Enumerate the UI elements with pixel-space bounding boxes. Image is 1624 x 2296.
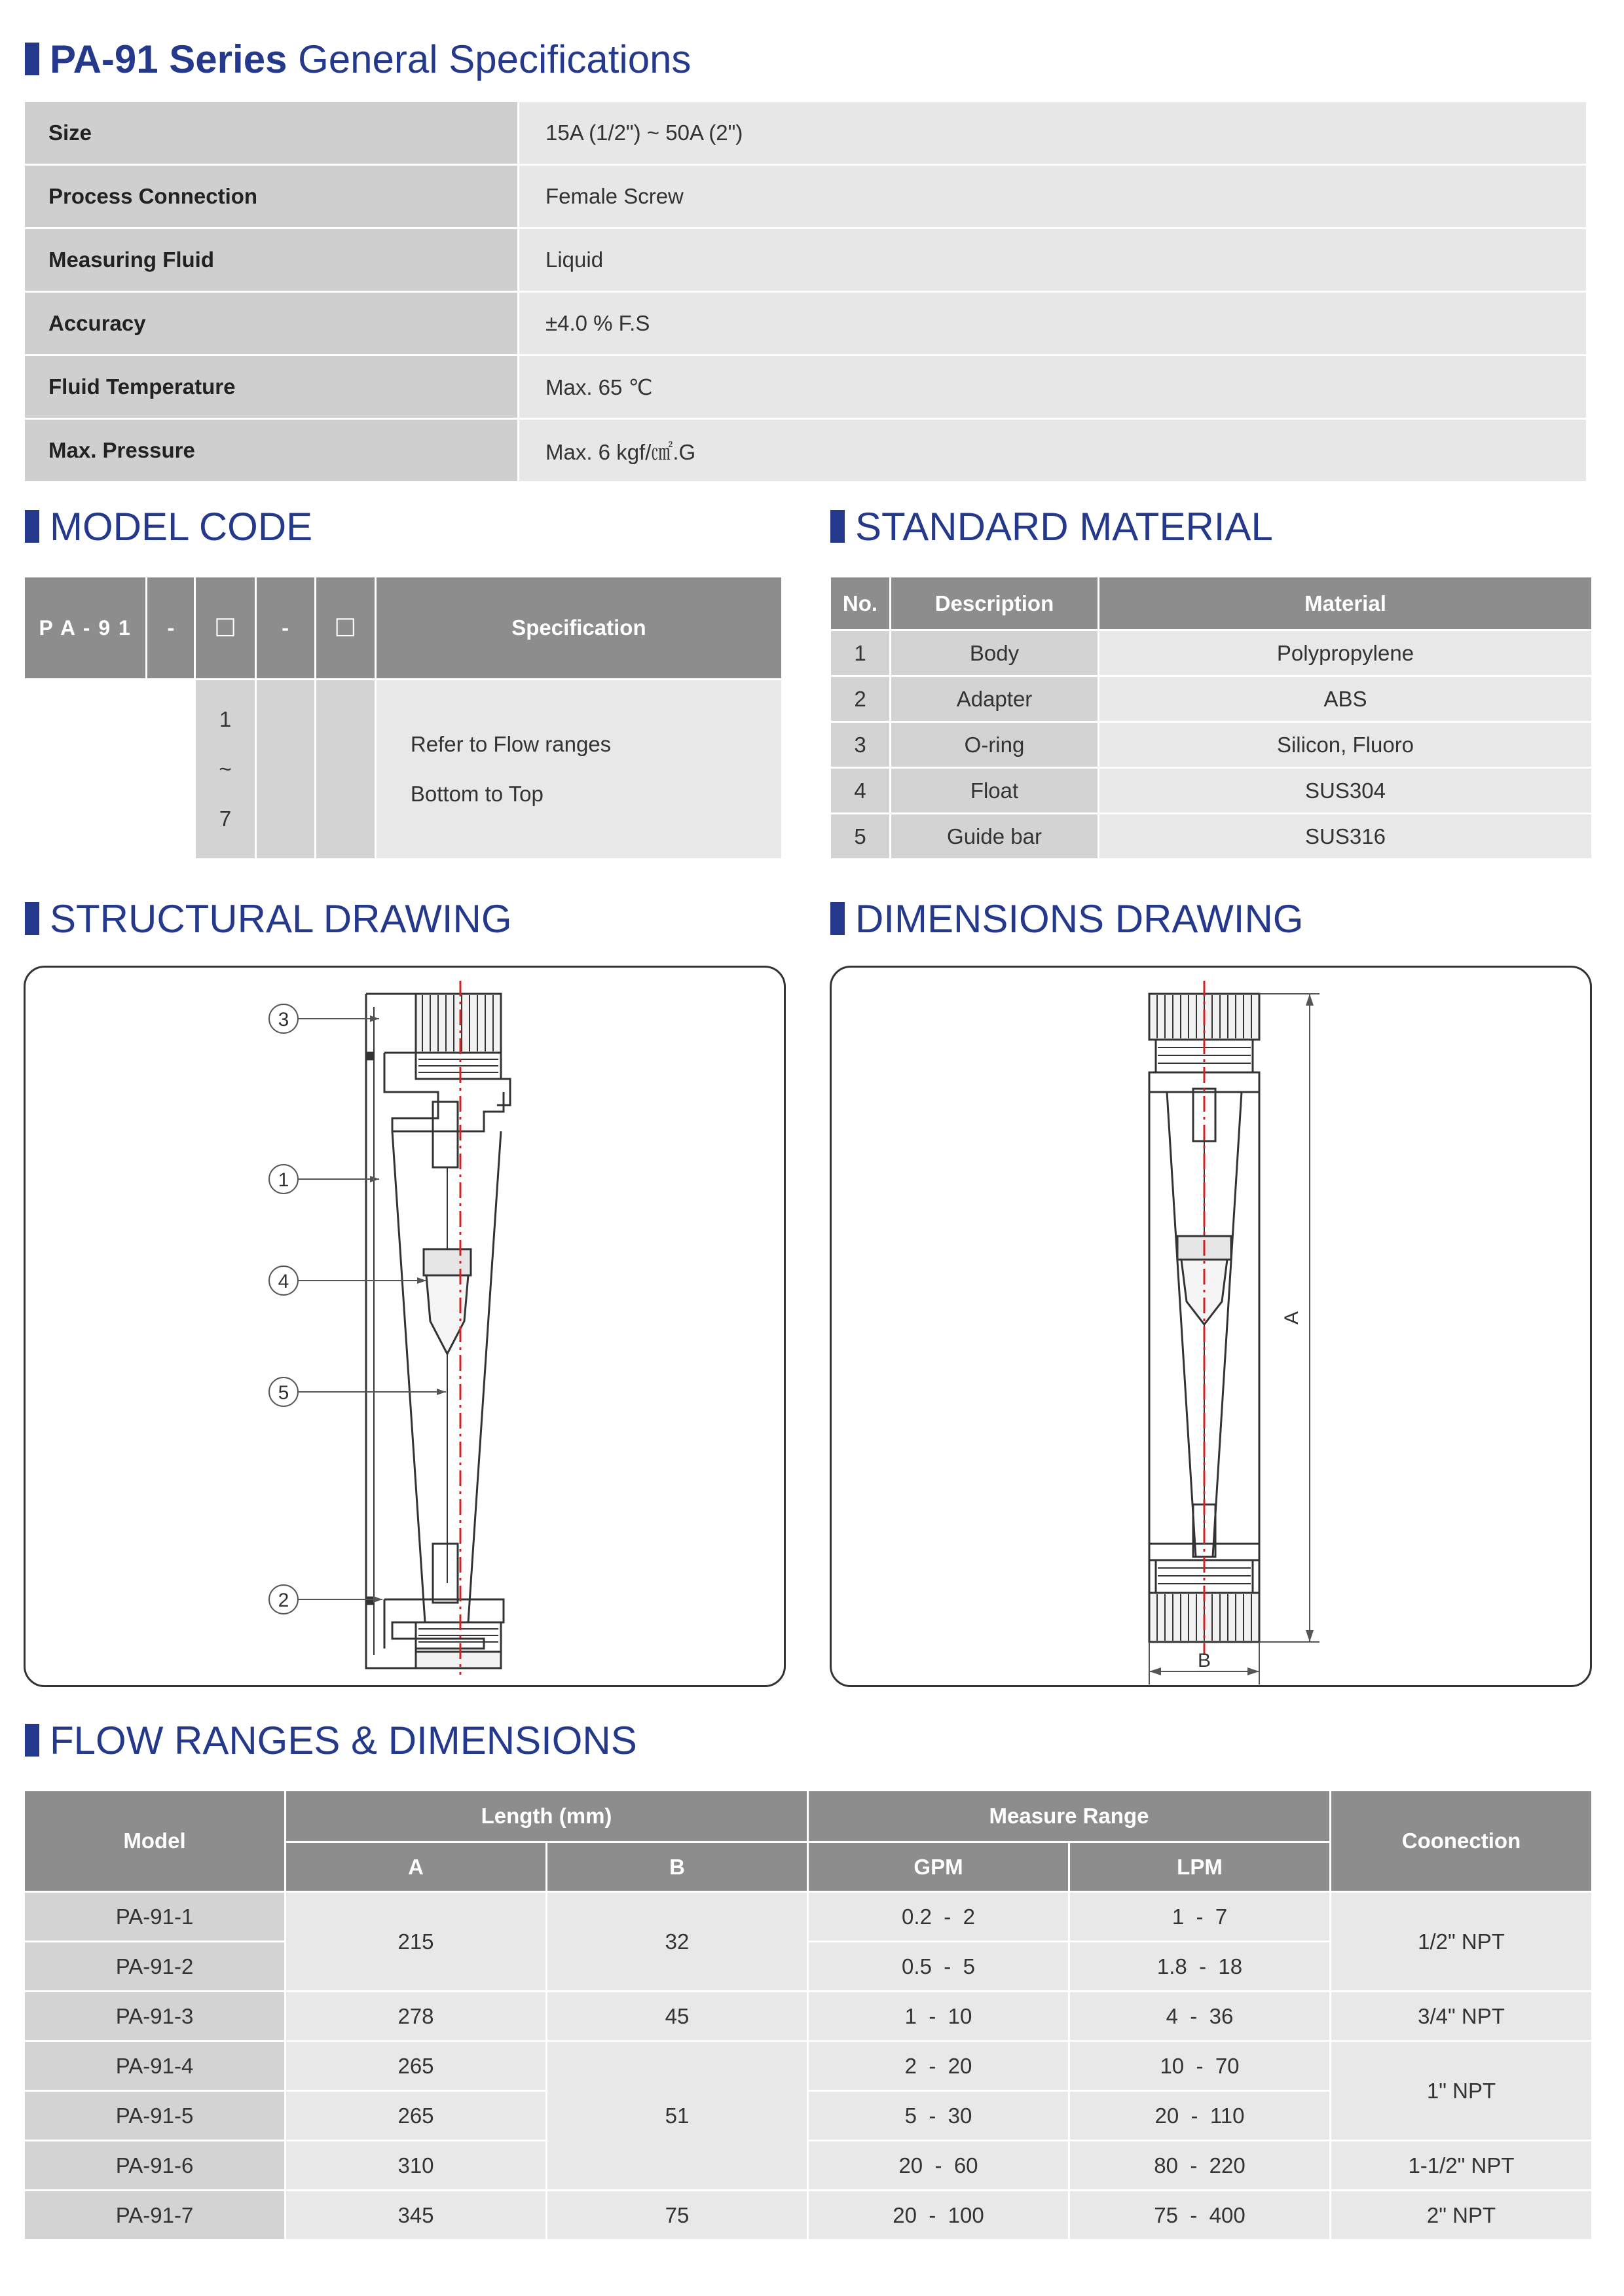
dimension-a-label: A — [1281, 1311, 1302, 1325]
material-header: Material — [1099, 577, 1591, 629]
spec-value: Liquid — [519, 229, 1586, 291]
material-value: SUS316 — [1099, 814, 1591, 858]
general-specs-table — [25, 102, 1586, 483]
model-cell: PA-91-5 — [25, 2092, 284, 2140]
blank-gray-cell — [316, 680, 375, 858]
header-model: Model — [25, 1791, 284, 1891]
material-value: Polypropylene — [1099, 631, 1591, 675]
lpm-cell: 4 - 36 — [1070, 1992, 1329, 2040]
model-option-box: ☐ — [316, 577, 375, 678]
blank-cell — [147, 680, 194, 858]
specification-header: Specification — [377, 577, 781, 678]
model-cell: PA-91-4 — [25, 2042, 284, 2090]
material-no: 3 — [831, 723, 889, 767]
dimensions-drawing — [832, 968, 1590, 1685]
model-dash: - — [257, 577, 314, 678]
material-value: ABS — [1099, 677, 1591, 721]
series-name: PA-91 Series — [50, 37, 287, 81]
connection-cell: 1" NPT — [1331, 2042, 1591, 2140]
general-specs-heading: General Specifications — [298, 37, 692, 81]
b-cell: 32 — [547, 1893, 807, 1990]
header-measure-range: Measure Range — [809, 1791, 1329, 1841]
gpm-cell: 1 - 10 — [809, 1992, 1068, 2040]
section-model-code — [25, 503, 312, 550]
svg-text:1: 1 — [278, 1169, 289, 1191]
header-b: B — [547, 1843, 807, 1891]
section-marker — [830, 902, 845, 935]
table-row — [25, 2141, 1591, 2189]
material-row — [831, 631, 1591, 675]
model-prefix: P A - 9 1 — [25, 577, 145, 678]
material-row — [831, 723, 1591, 767]
spec-line: Bottom to Top — [410, 782, 544, 806]
spec-label: Fluid Temperature — [25, 356, 517, 418]
header-a: A — [286, 1843, 545, 1891]
material-value: Silicon, Fluoro — [1099, 723, 1591, 767]
header-lpm: LPM — [1070, 1843, 1329, 1891]
spec-value: 15A (1/2") ~ 50A (2") — [519, 102, 1586, 164]
lpm-cell: 20 - 110 — [1070, 2092, 1329, 2140]
material-header: No. — [831, 577, 889, 629]
table-row — [25, 1893, 1591, 1941]
flow-ranges-heading: FLOW RANGES & DIMENSIONS — [50, 1718, 637, 1762]
standard-material-heading: STANDARD MATERIAL — [855, 504, 1273, 549]
gpm-cell: 20 - 60 — [809, 2141, 1068, 2189]
range-separator: ~ — [219, 757, 232, 781]
material-no: 1 — [831, 631, 889, 675]
a-cell: 310 — [286, 2141, 545, 2189]
dimension-b-label: B — [1197, 1650, 1211, 1671]
section-general-title — [25, 35, 691, 82]
model-cell: PA-91-1 — [25, 1893, 284, 1941]
flow-ranges-table — [23, 1789, 1593, 2241]
svg-text:4: 4 — [278, 1271, 289, 1292]
lpm-cell: 80 - 220 — [1070, 2141, 1329, 2189]
a-cell: 278 — [286, 1992, 545, 2040]
svg-text:3: 3 — [278, 1009, 289, 1030]
spec-label: Process Connection — [25, 166, 517, 227]
b-cell: 45 — [547, 1992, 807, 2040]
callout-1 — [269, 1165, 298, 1194]
spec-row — [25, 229, 1586, 291]
gpm-cell: 5 - 30 — [809, 2092, 1068, 2140]
model-code-heading: MODEL CODE — [50, 504, 313, 549]
spec-row — [25, 166, 1586, 227]
table-row — [25, 2191, 1591, 2239]
table-row — [25, 1992, 1591, 2040]
model-code-table — [23, 575, 783, 860]
connection-cell: 2" NPT — [1331, 2191, 1591, 2239]
section-marker — [25, 902, 39, 935]
connection-cell: 3/4" NPT — [1331, 1992, 1591, 2040]
header-length: Length (mm) — [286, 1791, 807, 1841]
blank-gray-cell — [257, 680, 314, 858]
section-marker — [25, 510, 39, 543]
material-value: SUS304 — [1099, 769, 1591, 812]
material-row — [831, 814, 1591, 858]
structural-drawing-heading: STRUCTURAL DRAWING — [50, 896, 512, 941]
connection-cell: 1-1/2" NPT — [1331, 2141, 1591, 2189]
material-no: 5 — [831, 814, 889, 858]
spec-row — [25, 356, 1586, 418]
a-cell: 265 — [286, 2042, 545, 2090]
svg-text:5: 5 — [278, 1382, 289, 1404]
spec-value: Max. 65 ℃ — [519, 356, 1586, 418]
header-connection: Coonection — [1331, 1791, 1591, 1891]
gpm-cell: 0.5 - 5 — [809, 1942, 1068, 1990]
model-cell: PA-91-3 — [25, 1992, 284, 2040]
spec-line: Refer to Flow ranges — [410, 732, 612, 756]
section-marker — [25, 1724, 39, 1757]
lpm-cell: 1.8 - 18 — [1070, 1942, 1329, 1990]
a-cell: 215 — [286, 1893, 545, 1990]
section-flow-ranges — [25, 1717, 637, 1764]
spec-row — [25, 420, 1586, 481]
structural-drawing-panel — [24, 966, 786, 1687]
material-description: Float — [891, 769, 1098, 812]
material-description: Guide bar — [891, 814, 1098, 858]
range-start: 1 — [219, 707, 232, 731]
spec-label: Max. Pressure — [25, 420, 517, 481]
b-cell: 75 — [547, 2191, 807, 2239]
spec-label: Measuring Fluid — [25, 229, 517, 291]
dimensions-drawing-heading: DIMENSIONS DRAWING — [855, 896, 1304, 941]
blank-cell — [25, 680, 145, 858]
connection-cell: 1/2" NPT — [1331, 1893, 1591, 1990]
section-dimensions-drawing — [830, 895, 1303, 942]
spec-label: Accuracy — [25, 293, 517, 354]
callout-2 — [269, 1585, 298, 1614]
lpm-cell: 1 - 7 — [1070, 1893, 1329, 1941]
range-end: 7 — [219, 807, 232, 831]
callout-5 — [269, 1377, 298, 1406]
lpm-cell: 10 - 70 — [1070, 2042, 1329, 2090]
section-marker — [830, 510, 845, 543]
callout-3 — [269, 1004, 298, 1033]
a-cell: 265 — [286, 2092, 545, 2140]
spec-value: Female Screw — [519, 166, 1586, 227]
svg-text:2: 2 — [278, 1590, 289, 1611]
lpm-cell: 75 - 400 — [1070, 2191, 1329, 2239]
header-gpm: GPM — [809, 1843, 1068, 1891]
spec-row — [25, 293, 1586, 354]
material-description: Adapter — [891, 677, 1098, 721]
section-marker — [25, 43, 39, 75]
model-range-cell — [196, 680, 254, 858]
material-no: 2 — [831, 677, 889, 721]
spec-row — [25, 102, 1586, 164]
table-row — [25, 2042, 1591, 2090]
material-description: O-ring — [891, 723, 1098, 767]
gpm-cell: 20 - 100 — [809, 2191, 1068, 2239]
dimensions-drawing-panel — [830, 966, 1592, 1687]
specification-cell — [377, 680, 781, 858]
gpm-cell: 2 - 20 — [809, 2042, 1068, 2090]
a-cell: 345 — [286, 2191, 545, 2239]
spec-label: Size — [25, 102, 517, 164]
gpm-cell: 0.2 - 2 — [809, 1893, 1068, 1941]
spec-value: ±4.0 % F.S — [519, 293, 1586, 354]
model-cell: PA-91-2 — [25, 1942, 284, 1990]
material-no: 4 — [831, 769, 889, 812]
spec-value: Max. 6 kgf/㎠.G — [519, 420, 1586, 481]
model-dash: - — [147, 577, 194, 678]
b-cell: 51 — [547, 2042, 807, 2189]
material-header: Description — [891, 577, 1098, 629]
structural-drawing — [26, 968, 784, 1685]
material-row — [831, 677, 1591, 721]
model-cell: PA-91-7 — [25, 2191, 284, 2239]
material-description: Body — [891, 631, 1098, 675]
section-structural-drawing — [25, 895, 512, 942]
callout-4 — [269, 1266, 298, 1295]
model-cell: PA-91-6 — [25, 2141, 284, 2189]
material-row — [831, 769, 1591, 812]
material-table — [829, 575, 1593, 860]
model-range-box: ☐ — [196, 577, 254, 678]
section-standard-material — [830, 503, 1273, 550]
